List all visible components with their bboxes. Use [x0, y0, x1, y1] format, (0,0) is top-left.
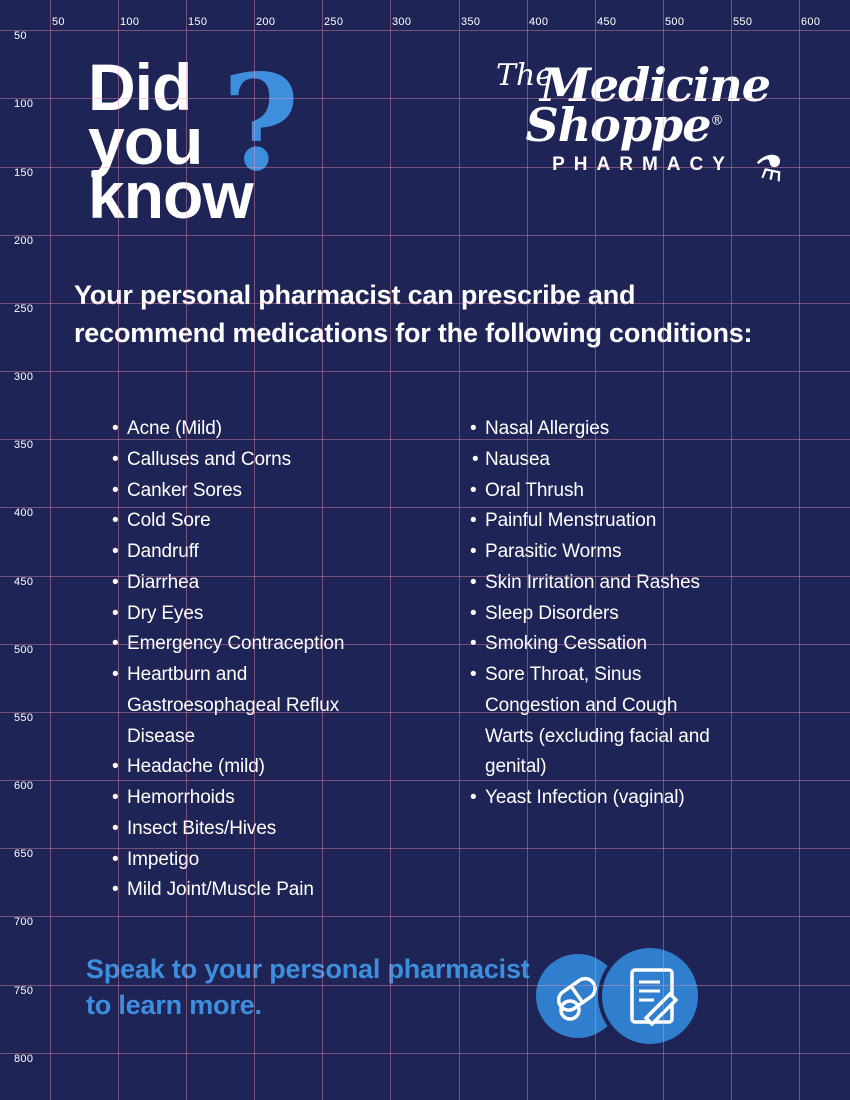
list-item: • Nasal Allergies — [470, 414, 770, 445]
y-axis-tick-label: 550 — [14, 712, 34, 724]
logo-shoppe-text: Shoppe — [525, 98, 711, 152]
y-axis-tick-label: 500 — [14, 644, 34, 656]
list-item: • Heartburn and — [112, 660, 412, 691]
x-axis-tick-label: 150 — [188, 16, 208, 28]
y-axis-tick-label: 400 — [14, 507, 34, 519]
list-item-continuation: genital) — [485, 756, 547, 778]
poster-header — [0, 0, 850, 255]
conditions-column-right — [470, 414, 770, 906]
list-item: • Nausea — [470, 445, 770, 476]
list-item: • Smoking Cessation — [470, 629, 770, 660]
y-axis-tick-label: 100 — [14, 98, 34, 110]
conditions-column-left — [112, 414, 412, 906]
list-item: • Yeast Infection (vaginal) — [470, 783, 770, 814]
list-item: • Headache (mild) — [112, 752, 412, 783]
brand-logo — [488, 58, 788, 190]
x-axis-tick-label: 450 — [597, 16, 617, 28]
headline-line-3: know — [88, 158, 253, 233]
prescription-document-icon — [598, 944, 702, 1048]
list-item-continuation: Gastroesophageal Reflux — [127, 694, 340, 716]
y-axis-tick-label: 650 — [14, 848, 34, 860]
logo-registered-mark: ® — [710, 113, 723, 129]
conditions-list-right — [470, 414, 770, 814]
y-axis-tick-label: 750 — [14, 985, 34, 997]
conditions-columns — [112, 414, 812, 906]
question-mark-icon: ? — [222, 46, 300, 201]
y-axis-tick-label: 150 — [14, 167, 34, 179]
list-item: • Sore Throat, Sinus — [470, 660, 770, 691]
headline-line-2: you — [88, 104, 203, 179]
conditions-list-left — [112, 414, 412, 906]
list-item: • Dandruff — [112, 537, 412, 568]
list-item-continuation: Congestion and Cough — [485, 694, 678, 716]
list-item: • Cold Sore — [112, 506, 412, 537]
list-item: • Acne (Mild) — [112, 414, 412, 445]
x-axis-tick-label: 200 — [256, 16, 276, 28]
list-item: • Sleep Disorders — [470, 599, 770, 630]
list-item: • Hemorrhoids — [112, 783, 412, 814]
x-axis-tick-label: 400 — [529, 16, 549, 28]
x-axis-tick-label: 500 — [665, 16, 685, 28]
list-item: • Insect Bites/Hives — [112, 814, 412, 845]
y-axis-tick-label: 600 — [14, 780, 34, 792]
y-axis-tick-label: 350 — [14, 439, 34, 451]
logo-the: The — [496, 58, 554, 93]
list-item: • Canker Sores — [112, 476, 412, 507]
y-axis-tick-label: 200 — [14, 235, 34, 247]
list-item-continuation: Warts (excluding facial and — [485, 725, 710, 747]
y-axis-tick-label: 250 — [14, 303, 34, 315]
logo-medicine: Medicine — [539, 58, 771, 112]
list-item: • Painful Menstruation — [470, 506, 770, 537]
prescription-document-icon-art — [602, 948, 698, 1044]
call-to-action — [86, 952, 556, 1023]
mortar-pestle-icon: ⚗ — [749, 146, 788, 190]
list-item: • Parasitic Worms — [470, 537, 770, 568]
list-item: • Impetigo — [112, 845, 412, 876]
y-axis-tick-label: 50 — [14, 30, 27, 42]
cta-line-2: pharmacist to learn more. — [86, 954, 530, 1020]
y-axis-tick-label: 450 — [14, 576, 34, 588]
intro-paragraph: Your personal pharmacist can prescribe and recommend medications for the following conditions: — [74, 280, 753, 349]
grid-line-horizontal — [0, 371, 850, 372]
x-axis-tick-label: 350 — [461, 16, 481, 28]
x-axis-tick-label: 100 — [120, 16, 140, 28]
list-item: • Skin Irritation and Rashes — [470, 568, 770, 599]
x-axis-tick-label: 300 — [392, 16, 412, 28]
list-item: • Oral Thrush — [470, 476, 770, 507]
logo-pharmacy: PHARMACY — [552, 154, 734, 175]
list-item: • Mild Joint/Muscle Pain — [112, 875, 412, 906]
list-item-continuation: Disease — [127, 725, 195, 747]
list-item: • Emergency Contraception — [112, 629, 412, 660]
y-axis-tick-label: 800 — [14, 1053, 34, 1065]
footer-icons — [536, 944, 786, 1054]
x-axis-tick-label: 550 — [733, 16, 753, 28]
y-axis-tick-label: 300 — [14, 371, 34, 383]
cta-line-1: Speak to your personal — [86, 954, 381, 984]
headline-line-1: Did — [88, 50, 192, 124]
x-axis-tick-label: 600 — [801, 16, 821, 28]
x-axis-tick-label: 250 — [324, 16, 344, 28]
y-axis-tick-label: 700 — [14, 916, 34, 928]
list-item: • Diarrhea — [112, 568, 412, 599]
x-axis-tick-label: 50 — [52, 16, 65, 28]
list-item: • Calluses and Corns — [112, 445, 412, 476]
list-item: • Dry Eyes — [112, 599, 412, 630]
grid-line-horizontal — [0, 916, 850, 917]
